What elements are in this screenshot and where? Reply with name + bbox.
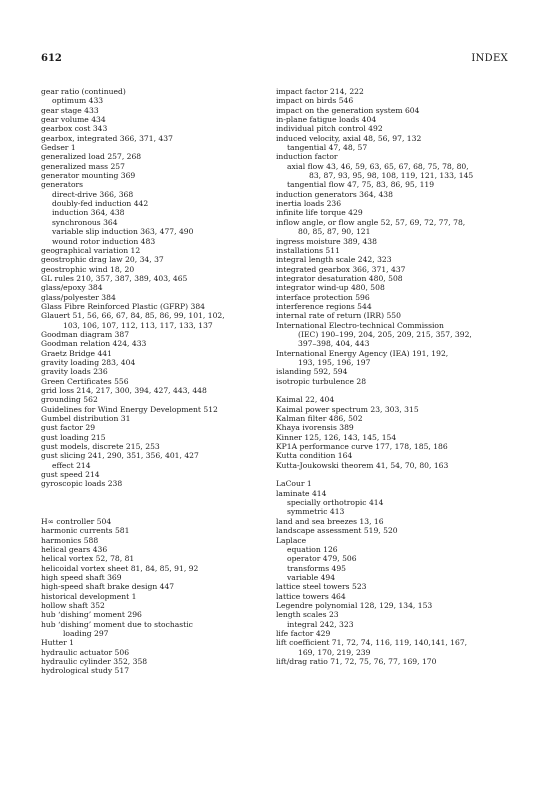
- index-entry: glass/epoxy 384: [41, 283, 103, 293]
- index-entry: lattice towers 464: [276, 591, 346, 601]
- index-entry: inflow angle, or flow angle 52, 57, 69, 72, 77, 78,: [276, 217, 466, 227]
- index-entry: generators: [41, 180, 84, 190]
- index-entry: induction generators 364, 438: [276, 189, 393, 199]
- index-entry: gear volume 434: [41, 115, 106, 125]
- index-entry: gravity loading 283, 404: [41, 357, 136, 367]
- index-entry: high speed shaft 369: [41, 572, 122, 582]
- index-entry: helical vortex 52, 78, 81: [41, 554, 135, 564]
- index-entry: Khaya ivorensis 389: [276, 423, 354, 433]
- index-entry: 397–398, 404, 443: [298, 339, 370, 349]
- index-entry: specially orthotropic 414: [287, 498, 384, 508]
- index-spacer: [41, 489, 277, 498]
- index-entry: 83, 87, 93, 95, 98, 108, 119, 121, 133, 145: [309, 171, 474, 181]
- index-entry: gearbox cost 343: [41, 124, 108, 134]
- index-entry: integrated gearbox 366, 371, 437: [276, 264, 406, 274]
- index-entry: interference regions 544: [276, 301, 372, 311]
- index-entry: lattice steel towers 523: [276, 582, 367, 592]
- index-entry: grid loss 214, 217, 300, 394, 427, 443, 448: [41, 386, 207, 395]
- index-entry: gearbox, integrated 366, 371, 437: [41, 133, 173, 143]
- index-entry: axial flow 43, 46, 59, 63, 65, 67, 68, 75, 78, 80,: [287, 161, 469, 171]
- index-entry: generalized load 257, 268: [41, 152, 142, 162]
- index-entry: Green Certificates 556: [41, 376, 129, 386]
- index-entry: geographical variation 12: [41, 245, 141, 255]
- index-entry: glass/polyester 384: [41, 292, 116, 302]
- index-entry: lift coefficient 71, 72, 74, 116, 119, 140,141, 167,: [276, 638, 468, 648]
- index-entry: Goodman diagram 387: [41, 329, 130, 339]
- index-entry: direct-drive 366, 368: [52, 189, 134, 199]
- index-entry: International Energy Agency (IEA) 191, 192,: [276, 348, 449, 358]
- index-entry: impact on birds 546: [276, 96, 354, 106]
- index-entry: symmetric 413: [287, 507, 345, 517]
- index-entry: isotropic turbulence 28: [276, 376, 367, 386]
- index-entry: inertia loads 236: [276, 199, 342, 209]
- index-entry: in-plane fatigue loads 404: [276, 115, 377, 125]
- index-entry: gust loading 215: [41, 432, 106, 442]
- index-entry: Goodman relation 424, 433: [41, 339, 147, 349]
- index-entry: Glass Fibre Reinforced Plastic (GFRP) 384: [41, 301, 205, 311]
- index-entry: helicoidal vortex sheet 81, 84, 85, 91, 92: [41, 563, 199, 573]
- index-entry: Laplace: [276, 535, 307, 545]
- index-spacer: [41, 507, 277, 516]
- index-entry: gust slicing 241, 290, 351, 356, 401, 427: [41, 451, 199, 461]
- index-entry: Kalman filter 486, 502: [276, 414, 363, 424]
- index-entry: 193, 195, 196, 197: [298, 357, 371, 367]
- index-entry: effect 214: [52, 460, 91, 470]
- index-entry: geostrophic wind 18, 20: [41, 264, 135, 274]
- index-entry: generator mounting 369: [41, 171, 136, 181]
- index-entry: harmonic currents 581: [41, 526, 130, 536]
- index-entry: length scales 23: [276, 610, 339, 620]
- index-entry: Graetz Bridge 441: [41, 348, 112, 358]
- index-column-right: [276, 87, 512, 666]
- index-entry: Kaimal power spectrum 23, 303, 315: [276, 404, 419, 414]
- index-entry: gravity loads 236: [41, 367, 108, 377]
- index-entry: equation 126: [287, 544, 338, 554]
- index-entry: grounding 562: [41, 395, 98, 405]
- index-entry: 103, 106, 107, 112, 113, 117, 133, 137: [63, 320, 213, 330]
- index-entry: integral 242, 323: [287, 619, 354, 629]
- index-entry: infinite life torque 429: [276, 208, 363, 218]
- index-spacer: [276, 386, 512, 395]
- index-entry: gust speed 214: [41, 470, 100, 480]
- running-head: INDEX: [471, 53, 508, 64]
- page-number: 612: [41, 53, 62, 64]
- index-entry: life factor 429: [276, 628, 331, 638]
- index-entry: lift/drag ratio 71, 72, 75, 76, 77, 169, 170: [276, 656, 437, 666]
- index-entry: variable slip induction 363, 477, 490: [52, 227, 194, 237]
- index-entry: Kaimal 22, 404: [276, 395, 335, 405]
- index-entry: KP1A performance curve 177, 178, 185, 186: [276, 442, 448, 452]
- index-entry: internal rate of return (IRR) 550: [276, 311, 401, 321]
- index-entry: harmonics 588: [41, 535, 99, 545]
- index-entry: land and sea breezes 13, 16: [276, 516, 384, 526]
- index-entry: Gumbel distribution 31: [41, 414, 131, 424]
- index-spacer: [41, 498, 277, 507]
- index-entry: gust models, discrete 215, 253: [41, 442, 160, 452]
- index-entry: 80, 85, 87, 90, 121: [298, 227, 371, 237]
- index-entry: LaCour 1: [276, 479, 312, 489]
- index-column-left: [41, 87, 277, 676]
- index-entry: induction factor: [276, 152, 338, 162]
- index-entry: gyroscopic loads 238: [41, 479, 123, 489]
- index-entry: synchronous 364: [52, 217, 118, 227]
- index-entry: Legendre polynomial 128, 129, 134, 153: [276, 600, 433, 610]
- index-entry: optimum 433: [52, 96, 104, 106]
- index-entry: variable 494: [287, 572, 336, 582]
- index-entry: gust factor 29: [41, 423, 96, 433]
- index-entry: Gedser 1: [41, 143, 76, 153]
- index-entry: laminate 414: [276, 488, 327, 498]
- index-entry: integral length scale 242, 323: [276, 255, 392, 265]
- index-entry: hydrological study 517: [41, 666, 130, 676]
- index-entry: Hutter 1: [41, 638, 74, 648]
- index-entry: gear ratio (continued): [41, 87, 126, 96]
- index-entry: operator 479, 506: [287, 554, 357, 564]
- index-entry: impact on the generation system 604: [276, 105, 420, 115]
- index-entry: historical development 1: [41, 591, 137, 601]
- index-entry: loading 297: [63, 628, 109, 638]
- index-spacer: [276, 470, 512, 479]
- index-entry: Glauert 51, 56, 66, 67, 84, 85, 86, 99, 101, 102,: [41, 311, 225, 321]
- index-entry: transforms 495: [287, 563, 347, 573]
- index-entry: islanding 592, 594: [276, 367, 348, 377]
- index-entry: induction 364, 438: [52, 208, 125, 218]
- index-entry: H∞ controller 504: [41, 516, 112, 526]
- index-entry: individual pitch control 492: [276, 124, 383, 134]
- index-entry: gear stage 433: [41, 105, 99, 115]
- index-entry: helical gears 436: [41, 544, 108, 554]
- index-entry: integrator wind-up 480, 508: [276, 283, 385, 293]
- index-entry: interface protection 596: [276, 292, 370, 302]
- index-entry: induced velocity, axial 48, 56, 97, 132: [276, 133, 422, 143]
- index-entry: integrator desaturation 480, 508: [276, 273, 403, 283]
- index-entry: hollow shaft 352: [41, 600, 105, 610]
- index-entry: hydraulic actuator 506: [41, 647, 130, 657]
- index-entry: GL rules 210, 357, 387, 389, 403, 465: [41, 273, 188, 283]
- index-entry: geostrophic drag law 20, 34, 37: [41, 255, 164, 265]
- index-entry: tangential flow 47, 75, 83, 86, 95, 119: [287, 180, 435, 190]
- index-entry: ingress moisture 389, 438: [276, 236, 377, 246]
- index-entry: International Electro-technical Commission: [276, 320, 444, 330]
- index-entry: wound rotor induction 483: [52, 236, 156, 246]
- index-entry: high-speed shaft brake design 447: [41, 582, 175, 592]
- index-entry: impact factor 214, 222: [276, 87, 364, 96]
- index-entry: (IEC) 190–199, 204, 205, 209, 215, 357, 392,: [298, 329, 472, 339]
- index-entry: hydraulic cylinder 352, 358: [41, 656, 148, 666]
- index-entry: landscape assessment 519, 520: [276, 526, 398, 536]
- index-entry: 169, 170, 219, 239: [298, 647, 371, 657]
- index-entry: installations 511: [276, 245, 340, 255]
- index-entry: tangential 47, 48, 57: [287, 143, 368, 153]
- index-entry: Kutta condition 164: [276, 451, 353, 461]
- index-entry: doubly-fed induction 442: [52, 199, 149, 209]
- index-entry: Kutta-Joukowski theorem 41, 54, 70, 80, 163: [276, 460, 449, 470]
- index-entry: Kinner 125, 126, 143, 145, 154: [276, 432, 397, 442]
- index-entry: generalized mass 257: [41, 161, 125, 171]
- index-entry: hub ‘dishing’ moment due to stochastic: [41, 619, 193, 629]
- index-entry: hub ‘dishing’ moment 296: [41, 610, 142, 620]
- index-entry: Guidelines for Wind Energy Development 512: [41, 404, 218, 414]
